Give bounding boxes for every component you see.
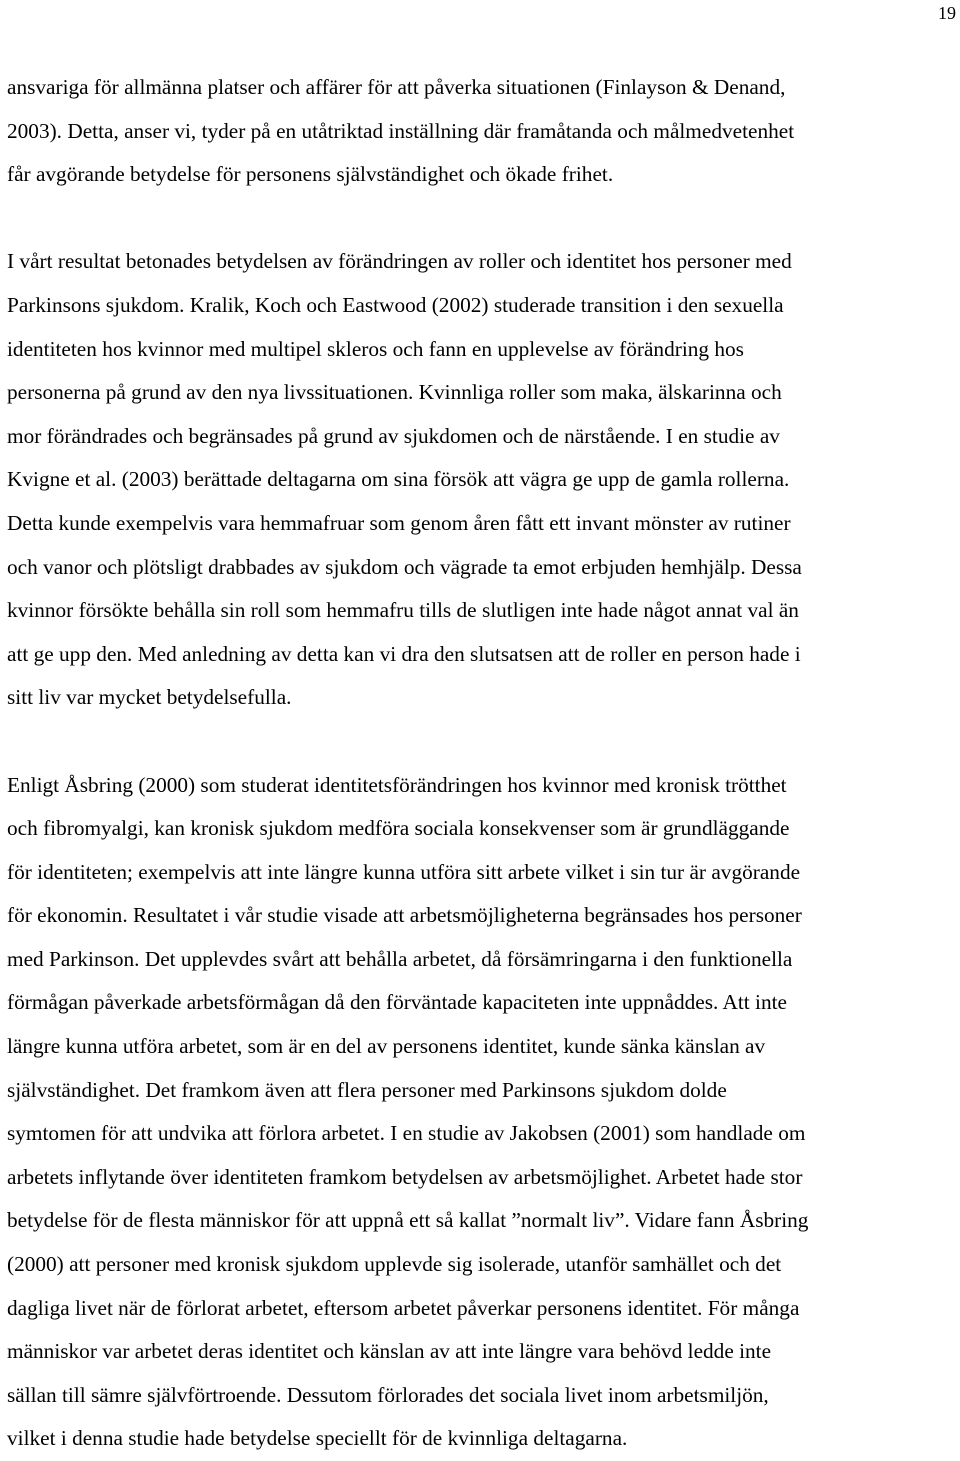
text-line: arbetets inflytande över identiteten framkom betydelsen av arbetsmöjlighet. Arbetet hade stor (7, 1156, 960, 1200)
document-body (7, 66, 960, 1461)
text-line: människor var arbetet deras identitet och känslan av att inte längre vara behövd ledde inte (7, 1330, 960, 1374)
text-line: längre kunna utföra arbetet, som är en del av personens identitet, kunde sänka känslan av (7, 1025, 960, 1069)
text-line: mor förändrades och begränsades på grund av sjukdomen och de närstående. I en studie av (7, 415, 960, 459)
text-line: för identiteten; exempelvis att inte längre kunna utföra sitt arbete vilket i sin tur är avgörande (7, 851, 960, 895)
text-line: symtomen för att undvika att förlora arbetet. I en studie av Jakobsen (2001) som handlade om (7, 1112, 960, 1156)
page-number: 19 (938, 2, 956, 24)
text-line: sitt liv var mycket betydelsefulla. (7, 676, 960, 720)
text-line: får avgörande betydelse för personens självständighet och ökade frihet. (7, 153, 960, 197)
text-line: sällan till sämre självförtroende. Dessutom förlorades det sociala livet inom arbetsmiljön, (7, 1374, 960, 1418)
text-line: 2003). Detta, anser vi, tyder på en utåtriktad inställning där framåtanda och målmedvetenhet (7, 110, 960, 154)
text-line: dagliga livet när de förlorat arbetet, eftersom arbetet påverkar personens identitet. För många (7, 1287, 960, 1331)
text-line: ansvariga för allmänna platser och affärer för att påverka situationen (Finlayson & Denand, (7, 66, 960, 110)
text-line: Enligt Åsbring (2000) som studerat identitetsförändringen hos kvinnor med kronisk trötthet (7, 764, 960, 808)
text-line: vilket i denna studie hade betydelse speciellt för de kvinnliga deltagarna. (7, 1417, 960, 1461)
text-line: självständighet. Det framkom även att flera personer med Parkinsons sjukdom dolde (7, 1069, 960, 1113)
text-line: personerna på grund av den nya livssituationen. Kvinnliga roller som maka, älskarinna och (7, 371, 960, 415)
paragraph-3 (7, 764, 960, 1461)
text-line: för ekonomin. Resultatet i vår studie visade att arbetsmöjligheterna begränsades hos personer (7, 894, 960, 938)
text-line: Kvigne et al. (2003) berättade deltagarna om sina försök att vägra ge upp de gamla rollerna. (7, 458, 960, 502)
text-line: betydelse för de flesta människor för att uppnå ett så kallat ”normalt liv”. Vidare fann Åsbring (7, 1199, 960, 1243)
text-line: förmågan påverkade arbetsförmågan då den förväntade kapaciteten inte uppnåddes. Att inte (7, 981, 960, 1025)
text-line: och vanor och plötsligt drabbades av sjukdom och vägrade ta emot erbjuden hemhjälp. Dessa (7, 546, 960, 590)
text-line: identiteten hos kvinnor med multipel skleros och fann en upplevelse av förändring hos (7, 328, 960, 372)
text-line: med Parkinson. Det upplevdes svårt att behålla arbetet, då försämringarna i den funktionella (7, 938, 960, 982)
text-line: kvinnor försökte behålla sin roll som hemmafru tills de slutligen inte hade något annat val än (7, 589, 960, 633)
paragraph-2 (7, 240, 960, 720)
text-line: I vårt resultat betonades betydelsen av förändringen av roller och identitet hos personer med (7, 240, 960, 284)
paragraph-1 (7, 66, 960, 197)
text-line: och fibromyalgi, kan kronisk sjukdom medföra sociala konsekvenser som är grundläggande (7, 807, 960, 851)
text-line: Parkinsons sjukdom. Kralik, Koch och Eastwood (2002) studerade transition i den sexuella (7, 284, 960, 328)
text-line: Detta kunde exempelvis vara hemmafruar som genom åren fått ett invant mönster av rutiner (7, 502, 960, 546)
text-line: att ge upp den. Med anledning av detta kan vi dra den slutsatsen att de roller en person hade i (7, 633, 960, 677)
text-line: (2000) att personer med kronisk sjukdom upplevde sig isolerade, utanför samhället och det (7, 1243, 960, 1287)
